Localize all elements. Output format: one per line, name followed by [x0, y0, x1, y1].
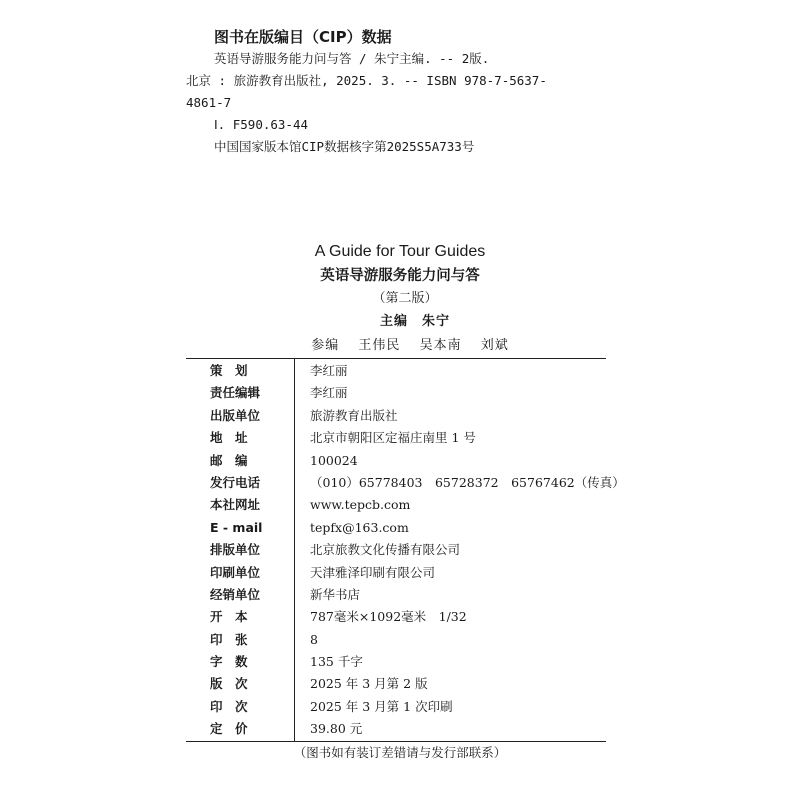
- info-row-website: [186, 494, 606, 516]
- info-row-typesetting: [186, 539, 606, 561]
- cip-line-4: Ⅰ. F590.63-44: [214, 117, 308, 132]
- info-value: 135 千字: [310, 654, 363, 670]
- cip-line-2: 北京 : 旅游教育出版社, 2025. 3. -- ISBN 978-7-5637-: [186, 73, 547, 88]
- info-value: 李红丽: [310, 363, 348, 378]
- chief-editor: 主编 朱宁: [379, 314, 450, 329]
- info-key: 责任编辑: [210, 385, 261, 401]
- info-row-format: [186, 606, 606, 628]
- info-value: 787毫米×1092毫米 1/32: [310, 609, 467, 625]
- info-key: 定 价: [210, 721, 248, 737]
- info-row-postcode: [186, 450, 606, 472]
- title-block: [0, 240, 800, 358]
- info-row-address: [186, 427, 606, 449]
- info-value: tepfx@163.com: [310, 519, 409, 535]
- contributors-line: [20, 334, 800, 358]
- info-row-phone: [186, 472, 625, 494]
- info-key: 版 次: [210, 676, 248, 692]
- info-key: 排版单位: [210, 542, 261, 558]
- info-value: 北京市朝阳区定福庄南里 1 号: [310, 430, 476, 446]
- cip-line-3: 4861-7: [186, 95, 232, 110]
- info-value: 2025 年 3 月第 2 版: [310, 676, 428, 692]
- table-top-rule: [186, 358, 606, 359]
- info-key: E - mail: [210, 519, 263, 535]
- cip-block: [186, 26, 606, 158]
- contributor-name: 王伟民: [358, 338, 401, 353]
- cip-title: 图书在版编目（CIP）数据: [214, 28, 392, 46]
- info-value: （010）65778403 65728372 65767462（传真）: [310, 474, 625, 490]
- chinese-title: 英语导游服务能力问与答: [320, 268, 480, 284]
- cip-line-1: 英语导游服务能力问与答 / 朱宁主编. -- 2版.: [214, 51, 490, 66]
- info-key: 字 数: [210, 654, 248, 670]
- info-value: www.tepcb.com: [310, 497, 411, 513]
- footer-note: （图书如有装订差错请与发行部联系）: [293, 745, 507, 760]
- info-row-publisher: [186, 405, 606, 427]
- info-key: 开 本: [210, 609, 248, 625]
- contributor-name: 吴本南: [419, 338, 462, 353]
- cip-line-5: 中国国家版本馆CIP数据核字第2025S5A733号: [214, 139, 475, 154]
- english-title: A Guide for Tour Guides: [314, 243, 486, 260]
- info-row-planning: [186, 360, 606, 382]
- info-key: 经销单位: [210, 586, 261, 602]
- info-key: 本社网址: [210, 497, 261, 513]
- info-key: 发行电话: [210, 474, 261, 490]
- info-row-editor-in-charge: [186, 382, 606, 404]
- info-value: 李红丽: [310, 385, 348, 401]
- info-key: 地 址: [210, 430, 248, 446]
- info-value: 8: [310, 631, 318, 647]
- info-key: 邮 编: [210, 452, 248, 468]
- info-key: 策 划: [210, 363, 248, 378]
- contributors-label: 参编: [311, 338, 340, 353]
- info-row-printing: [186, 696, 606, 718]
- info-row-price: [186, 718, 606, 740]
- publication-info-table: [186, 360, 625, 741]
- info-key: 印刷单位: [210, 564, 261, 580]
- info-row-edition: [186, 673, 606, 695]
- info-row-printed-sheets: [186, 629, 606, 651]
- info-key: 出版单位: [210, 407, 261, 423]
- info-key: 印 次: [210, 698, 248, 714]
- info-row-word-count: [186, 651, 606, 673]
- info-value: 100024: [310, 452, 358, 468]
- info-row-distributor: [186, 584, 606, 606]
- info-row-email: [186, 517, 606, 539]
- info-value: 旅游教育出版社: [310, 407, 398, 423]
- info-row-printer: [186, 562, 606, 584]
- info-value: 新华书店: [310, 586, 361, 602]
- info-key: 印 张: [210, 631, 248, 647]
- info-value: 北京旅教文化传播有限公司: [310, 542, 461, 558]
- info-value: 天津雅泽印刷有限公司: [310, 564, 436, 580]
- info-value: 39.80 元: [310, 721, 363, 737]
- edition-label: （第二版）: [372, 291, 438, 306]
- contributor-name: 刘斌: [480, 338, 509, 353]
- info-value: 2025 年 3 月第 1 次印刷: [310, 698, 453, 714]
